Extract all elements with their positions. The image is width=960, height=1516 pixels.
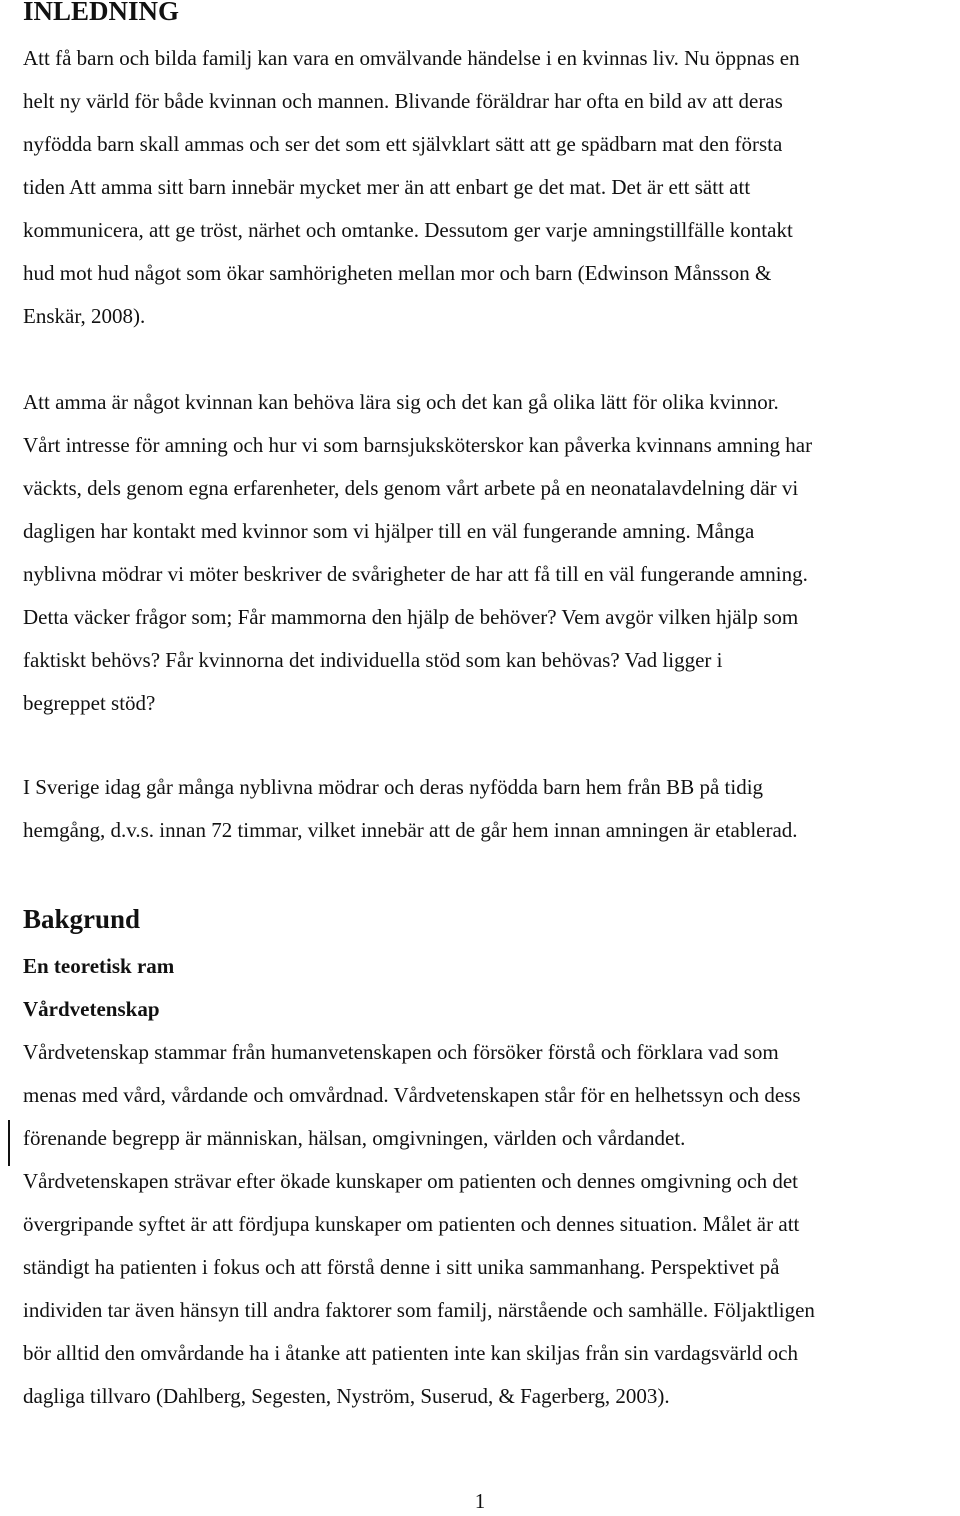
text-line: faktiskt behövs? Får kvinnorna det individuella stöd som kan behövas? Vad ligger i (23, 648, 723, 672)
text-line: bör alltid den omvårdande ha i åtanke att patienten inte kan skiljas från sin vardagsvärld och (23, 1341, 798, 1365)
revision-bar (8, 1120, 10, 1166)
text-line: Vårdvetenskap stammar från humanvetenskapen och försöker förstå och förklara vad som (23, 1040, 779, 1064)
text-line: kommunicera, att ge tröst, närhet och omtanke. Dessutom ger varje amningstillfälle kontakt (23, 218, 793, 242)
care-science-paragraph (23, 1031, 960, 1418)
text-line: hemgång, d.v.s. innan 72 timmar, vilket innebär att de går hem innan amningen är etablerad. (23, 818, 798, 842)
text-line: individen tar även hänsyn till andra faktorer som familj, närstående och samhälle. Följaktligen (23, 1298, 815, 1322)
text-line: nyblivna mödrar vi möter beskriver de svårigheter de har att få till en väl fungerande amning. (23, 562, 808, 586)
text-line: övergripande syftet är att fördjupa kunskaper om patienten och dennes situation. Målet är att (23, 1212, 800, 1236)
heading-inledning: INLEDNING (23, 0, 180, 26)
text-line: Enskär, 2008). (23, 304, 146, 328)
text-line: hud mot hud något som ökar samhörigheten mellan mor och barn (Edwinson Månsson & (23, 261, 772, 285)
intro-paragraph-1 (23, 37, 960, 338)
heading-bakgrund: Bakgrund (23, 904, 141, 934)
heading-vardvetenskap: Vårdvetenskap (23, 997, 160, 1021)
text-line: I Sverige idag går många nyblivna mödrar och deras nyfödda barn hem från BB på tidig (23, 775, 764, 799)
text-line: nyfödda barn skall ammas och ser det som ett självklart sätt att ge spädbarn mat den första (23, 132, 783, 156)
text-line: helt ny värld för både kvinnan och mannen. Blivande föräldrar har ofta en bild av att deras (23, 89, 783, 113)
text-line: förenande begrepp är människan, hälsan, omgivningen, världen och vårdandet. (23, 1126, 686, 1150)
text-line: dagliga tillvaro (Dahlberg, Segesten, Nyström, Suserud, & Fagerberg, 2003). (23, 1384, 670, 1408)
intro-paragraph-2 (23, 381, 960, 725)
text-line: Detta väcker frågor som; Får mammorna den hjälp de behöver? Vem avgör vilken hjälp som (23, 605, 799, 629)
heading-teoretisk-ram: En teoretisk ram (23, 954, 175, 978)
page-number: 1 (474, 1489, 486, 1513)
text-line: väckts, dels genom egna erfarenheter, dels genom vårt arbete på en neonatalavdelning där vi (23, 476, 799, 500)
text-line: ständigt ha patienten i fokus och att förstå denne i sitt unika sammanhang. Perspektivet på (23, 1255, 780, 1279)
text-line: tiden Att amma sitt barn innebär mycket mer än att enbart ge det mat. Det är ett sätt att (23, 175, 751, 199)
text-line: menas med vård, vårdande och omvårdnad. Vårdvetenskapen står för en helhetssyn och dess (23, 1083, 801, 1107)
text-line: Att få barn och bilda familj kan vara en omvälvande händelse i en kvinnas liv. Nu öppnas en (23, 46, 800, 70)
intro-paragraph-3 (23, 766, 960, 852)
text-line: begreppet stöd? (23, 691, 156, 715)
text-line: dagligen har kontakt med kvinnor som vi hjälper till en väl fungerande amning. Många (23, 519, 755, 543)
text-line: Vårt intresse för amning och hur vi som barnsjuksköterskor kan påverka kvinnans amning har (23, 433, 813, 457)
text-line: Att amma är något kvinnan kan behöva lära sig och det kan gå olika lätt för olika kvinnor. (23, 390, 779, 414)
text-line: Vårdvetenskapen strävar efter ökade kunskaper om patienten och dennes omgivning och det (23, 1169, 798, 1193)
